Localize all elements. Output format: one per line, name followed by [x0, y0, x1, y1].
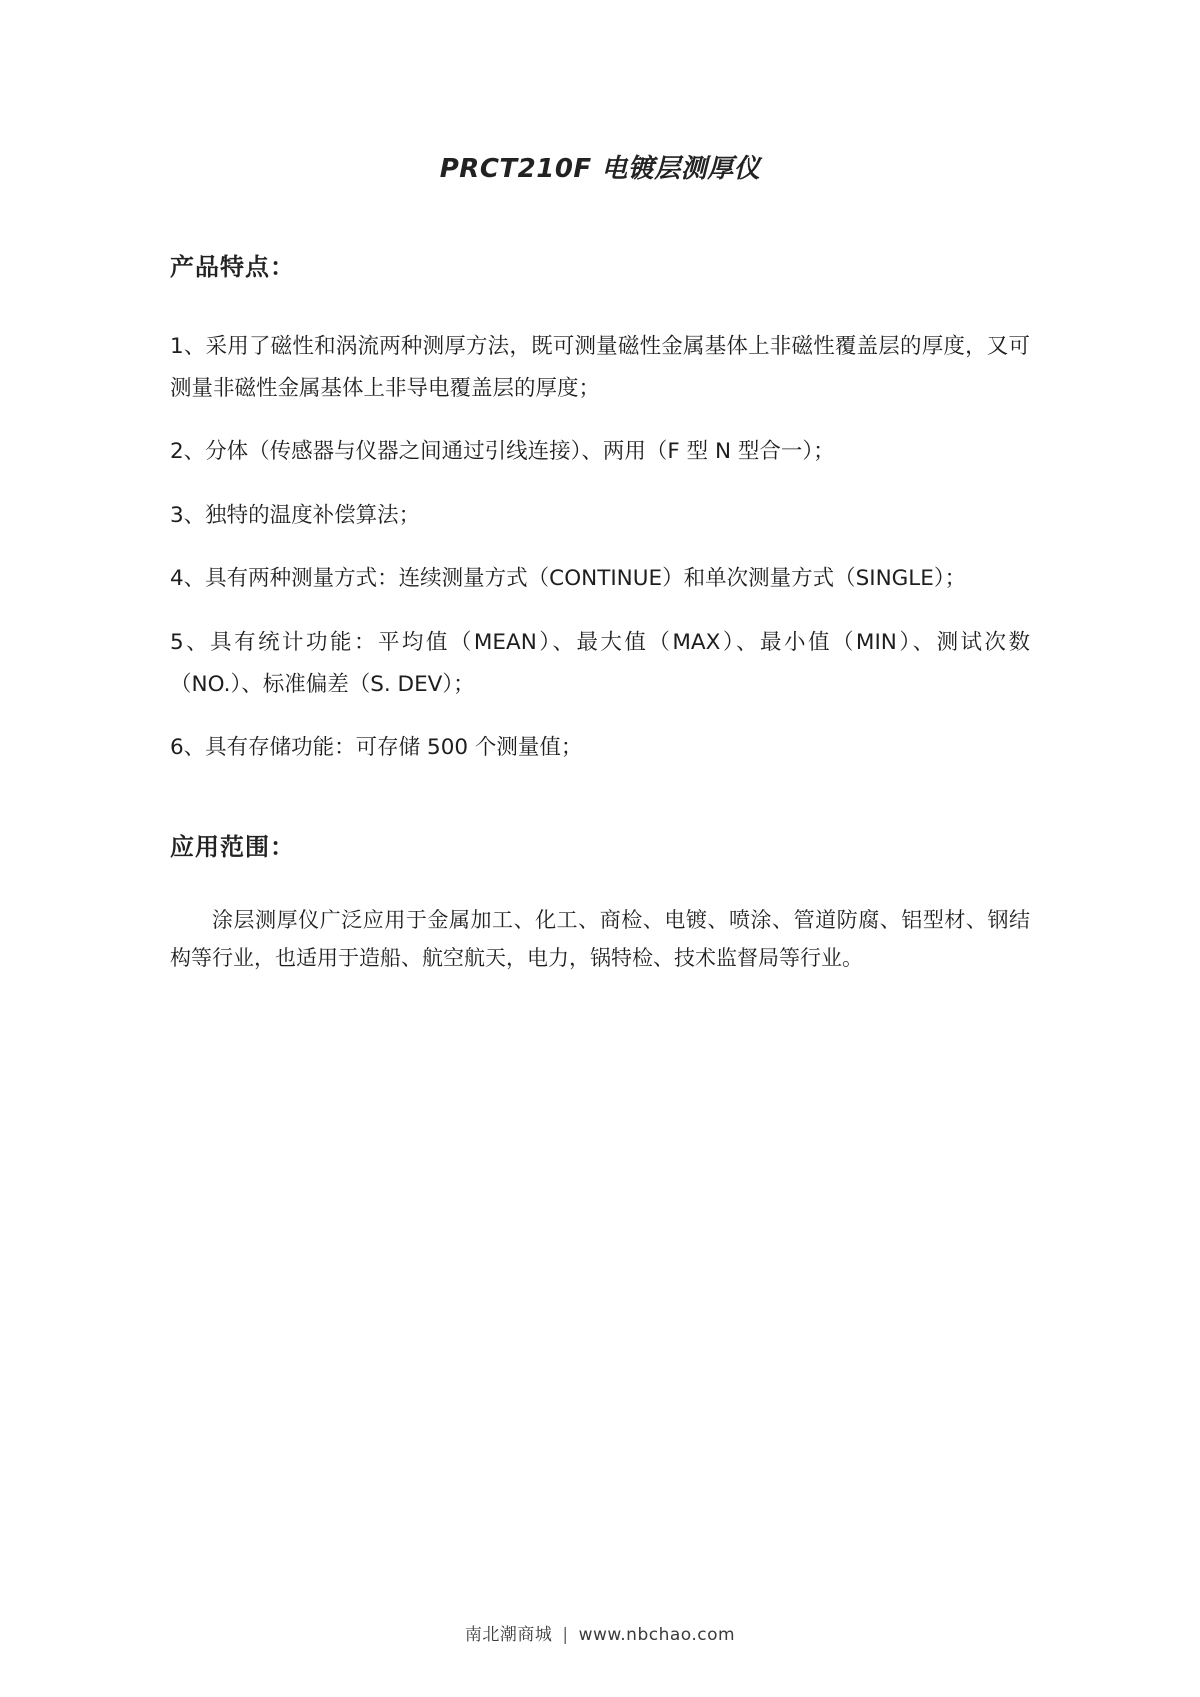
features-list	[170, 326, 1030, 769]
applications-heading: 应用范围：	[170, 832, 295, 861]
feature-item-4: 4、具有两种测量方式：连续测量方式（CONTINUE）和单次测量方式（SINGLE）；	[170, 566, 967, 592]
feature-item-3: 3、独特的温度补偿算法；	[170, 502, 421, 528]
footer-url: www.nbchao.com	[578, 1625, 736, 1645]
page-footer	[0, 1620, 1200, 1645]
footer-separator: |	[562, 1625, 569, 1645]
footer-site-name: 南北潮商城	[464, 1625, 553, 1645]
feature-item-1: 1、采用了磁性和涡流两种测厚方法，既可测量磁性金属基体上非磁性覆盖层的厚度，又可测量非磁性金属基体上非导电覆盖层的厚度；	[170, 334, 1030, 401]
applications-paragraph: 涂层测厚仪广泛应用于金属加工、化工、商检、电镀、喷涂、管道防腐、铝型材、钢结构等行业，也适用于造船、航空航天，电力，锅特检、技术监督局等行业。	[170, 907, 1030, 970]
feature-item-6: 6、具有存储功能：可存储 500 个测量值；	[170, 734, 583, 760]
feature-item-5: 5、具有统计功能：平均值（MEAN）、最大值（MAX）、最小值（MIN）、测试次数（NO.）、标准偏差（S. DEV）；	[170, 629, 1030, 697]
feature-item-2: 2、分体（传感器与仪器之间通过引线连接）、两用（F 型 N 型合一）；	[170, 439, 835, 465]
features-heading: 产品特点：	[170, 253, 295, 281]
page-title: PRCT210F 电镀层测厚仪	[439, 154, 761, 184]
